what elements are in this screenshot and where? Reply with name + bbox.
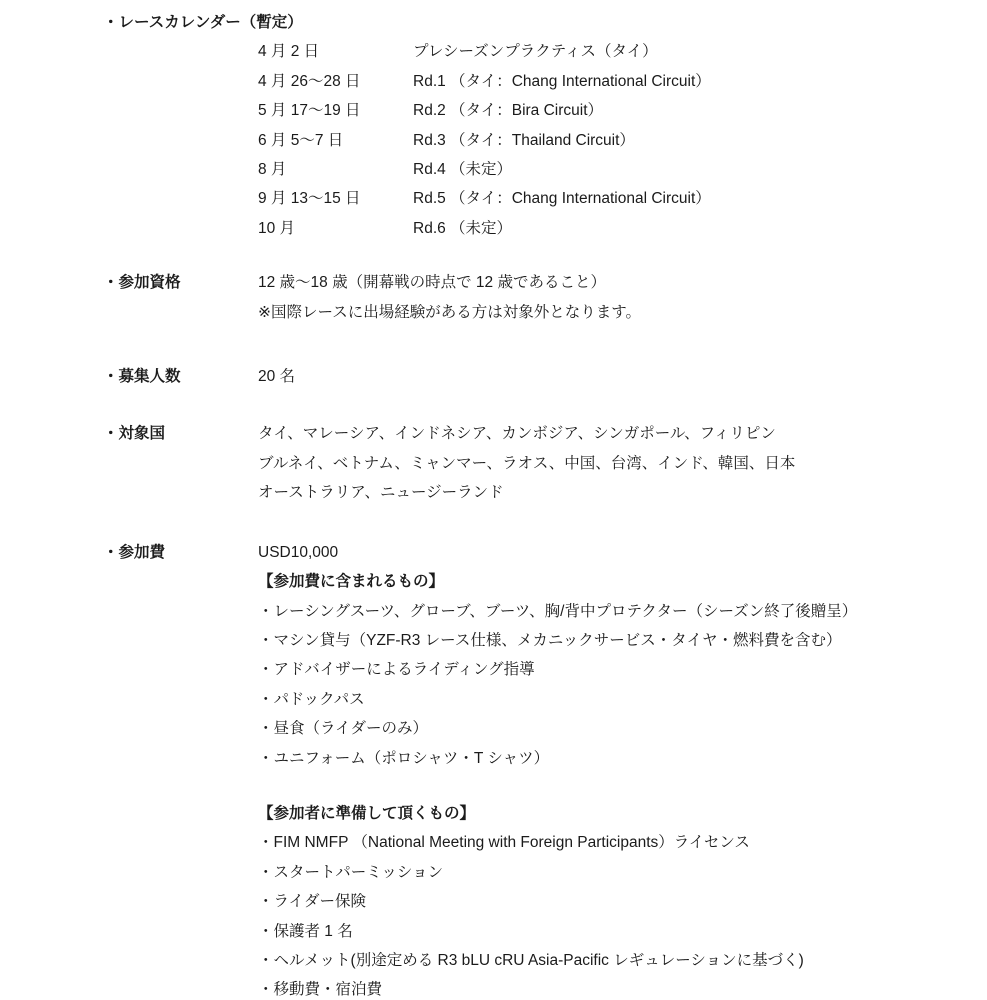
- calendar-event: Rd.5 （タイ：Chang International Circuit）: [413, 190, 711, 208]
- section-countries: [103, 419, 987, 507]
- calendar-event: Rd.3 （タイ：Thailand Circuit）: [413, 131, 635, 149]
- eligibility-line: 12 歳～18 歳（開幕戦の時点で 12 歳であること）: [258, 274, 606, 292]
- calendar-event: Rd.6 （未定）: [413, 219, 513, 237]
- section-fee: [103, 538, 987, 1000]
- fee-prepare-item: ・FIM NMFP （National Meeting with Foreign Participants）ライセンス: [258, 834, 750, 852]
- fee-included-item: ・昼食（ライダーのみ）: [258, 720, 429, 738]
- calendar-row: [258, 214, 987, 243]
- eligibility-body: [258, 268, 987, 327]
- eligibility-label: ・参加資格: [103, 274, 181, 292]
- calendar-heading: ・レースカレンダー（暫定）: [103, 14, 303, 31]
- calendar-row: [258, 155, 987, 184]
- fee-included-heading: 【参加費に含まれるもの】: [258, 573, 445, 591]
- capacity-body: [258, 362, 987, 391]
- capacity-value: 20 名: [258, 368, 296, 386]
- capacity-label: ・募集人数: [103, 368, 181, 386]
- calendar-event: Rd.4 （未定）: [413, 161, 513, 179]
- calendar-date: 8 月: [258, 161, 287, 179]
- section-eligibility: [103, 268, 987, 327]
- fee-body: [258, 538, 987, 1000]
- calendar-row: [258, 184, 987, 213]
- fee-prepare-heading: 【参加者に準備して頂くもの】: [258, 804, 476, 822]
- calendar-event: Rd.1 （タイ：Chang International Circuit）: [413, 72, 711, 90]
- fee-included-item: ・レーシングスーツ、グローブ、ブーツ、胸/背中プロテクター（シーズン終了後贈呈）: [258, 602, 858, 620]
- calendar-row: [258, 96, 987, 125]
- fee-amount: USD10,000: [258, 543, 339, 561]
- fee-prepare-item: ・スタートパーミッション: [258, 863, 444, 881]
- calendar-table: [258, 37, 987, 243]
- fee-included-item: ・アドバイザーによるライディング指導: [258, 661, 535, 679]
- calendar-event: プレシーズンプラクティス（タイ）: [413, 43, 658, 61]
- fee-included-item: ・マシン貸与（YZF-R3 レース仕様、メカニックサービス・タイヤ・燃料費を含む）: [258, 631, 842, 649]
- countries-line: ブルネイ、ベトナム、ミャンマー、ラオス、中国、台湾、インド、韓国、日本: [258, 454, 796, 472]
- calendar-row: [258, 126, 987, 155]
- fee-label: ・参加費: [103, 543, 166, 561]
- fee-included-item: ・ユニフォーム（ポロシャツ・T シャツ）: [258, 749, 550, 767]
- countries-line: オーストラリア、ニュージーランド: [258, 484, 504, 502]
- calendar-date: 10 月: [258, 219, 296, 237]
- fee-prepare-item: ・ライダー保険: [258, 893, 367, 911]
- fee-prepare-item: ・ヘルメット(別途定める R3 bLU cRU Asia-Pacific レギュレーションに基づく): [258, 951, 804, 969]
- fee-prepare-item: ・保護者 1 名: [258, 922, 353, 940]
- countries-body: [258, 419, 987, 507]
- fee-prepare-item: ・移動費・宿泊費: [258, 981, 383, 999]
- calendar-date: 4 月 26～28 日: [258, 72, 361, 90]
- calendar-row: [258, 37, 987, 66]
- fee-included-item: ・パドックパス: [258, 690, 365, 708]
- countries-line: タイ、マレーシア、インドネシア、カンボジア、シンガポール、フィリピン: [258, 425, 776, 443]
- calendar-event: Rd.2 （タイ：Bira Circuit）: [413, 102, 604, 120]
- eligibility-note: ※国際レースに出場経験がある方は対象外となります。: [258, 303, 641, 321]
- countries-label: ・対象国: [103, 425, 166, 443]
- calendar-date: 4 月 2 日: [258, 43, 320, 61]
- calendar-row: [258, 67, 987, 96]
- section-capacity: [103, 362, 987, 391]
- calendar-date: 5 月 17～19 日: [258, 102, 361, 120]
- calendar-date: 9 月 13～15 日: [258, 190, 361, 208]
- calendar-date: 6 月 5～7 日: [258, 131, 344, 149]
